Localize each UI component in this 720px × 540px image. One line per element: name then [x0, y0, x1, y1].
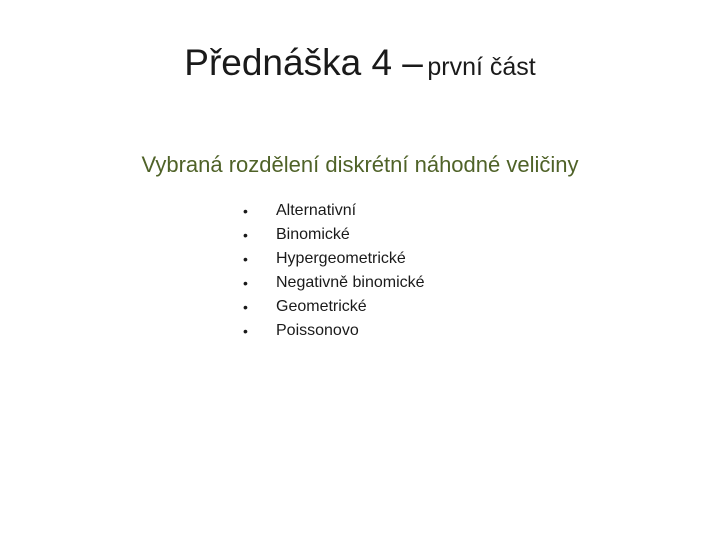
bullet-icon: • [243, 275, 248, 291]
bullet-icon: • [243, 251, 248, 267]
list-item-label: Geometrické [276, 298, 367, 315]
list-item-label: Negativně binomické [276, 274, 425, 291]
list-item-label: Poissonovo [276, 322, 359, 339]
title-main: Přednáška 4 – [184, 42, 423, 83]
slide-subtitle: Vybraná rozdělení diskrétní náhodné veličiny [141, 152, 579, 177]
slide-title [0, 42, 720, 84]
list-item-label: Binomické [276, 226, 350, 243]
title-sub: první část [427, 53, 536, 81]
bullet-icon: • [243, 203, 248, 219]
bullet-icon: • [243, 323, 248, 339]
list-item-label: Alternativní [276, 202, 357, 219]
bullet-icon: • [243, 299, 248, 315]
bullet-icon: • [243, 227, 248, 243]
list-item-label: Hypergeometrické [276, 250, 406, 267]
